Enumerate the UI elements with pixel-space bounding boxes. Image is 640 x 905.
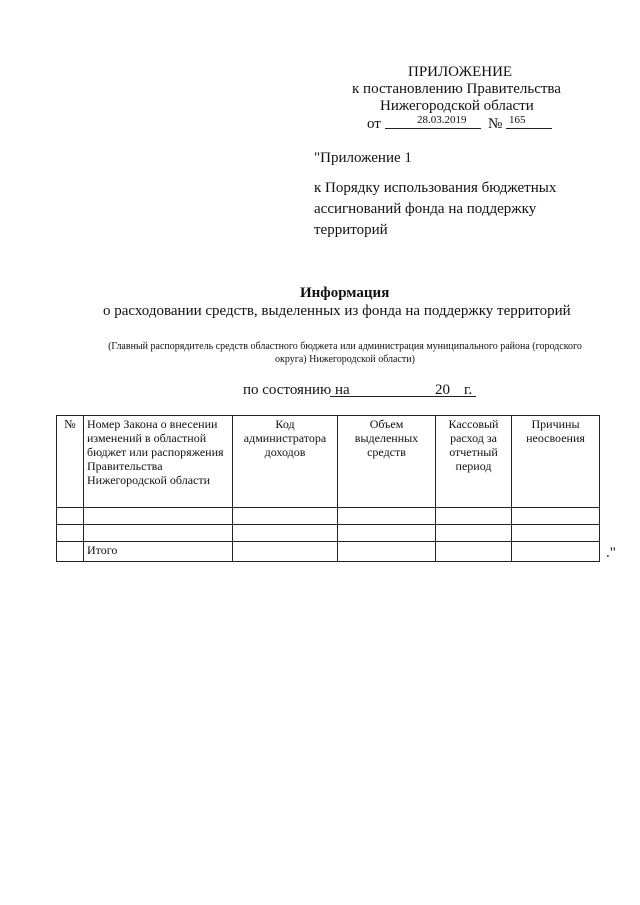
expenditure-table bbox=[56, 415, 600, 562]
recipient-note-line-2: округа) Нижегородской области) bbox=[275, 354, 415, 365]
date-prefix: от bbox=[367, 116, 381, 132]
total-label: Итого bbox=[84, 542, 233, 562]
status-date-blank bbox=[330, 396, 476, 397]
reference-appendix: "Приложение 1 bbox=[314, 150, 412, 166]
reference-line-2: ассигнований фонда на поддержку bbox=[314, 201, 537, 217]
column-header-law-number: Номер Закона о внесении изменений в областной бюджет или распоряжения Правительства Нижегородской области bbox=[84, 416, 233, 508]
recipient-note bbox=[60, 340, 630, 366]
document-title: Информация bbox=[300, 285, 390, 301]
status-year-suffix: г. bbox=[464, 382, 473, 398]
closing-quote: ." bbox=[606, 545, 616, 561]
table-row bbox=[57, 508, 600, 525]
status-year: 20 bbox=[435, 382, 450, 398]
recipient-note-line-1: (Главный распорядитель средств областного бюджета или администрация муниципального района (городского bbox=[108, 341, 582, 352]
appendix-title: ПРИЛОЖЕНИЕ bbox=[408, 64, 513, 80]
reference-line-3: территорий bbox=[314, 222, 388, 238]
column-header-number: № bbox=[57, 416, 84, 508]
column-header-cash-expense: Кассовый расход за отчетный период bbox=[436, 416, 512, 508]
column-header-allocated-amount: Объем выделенных средств bbox=[338, 416, 436, 508]
table-row bbox=[57, 525, 600, 542]
date-blank bbox=[385, 128, 481, 129]
appendix-line-resolution: к постановлению Правительства bbox=[352, 81, 561, 97]
number-prefix: № bbox=[488, 116, 503, 132]
column-header-admin-code: Код администратора доходов bbox=[233, 416, 338, 508]
table-total-row bbox=[57, 542, 600, 562]
reference-line-1: к Порядку использования бюджетных bbox=[314, 180, 557, 196]
table-header-row bbox=[57, 416, 600, 508]
number-value: 165 bbox=[509, 114, 526, 126]
document-subtitle: о расходовании средств, выделенных из фонда на поддержку территорий bbox=[103, 303, 571, 319]
number-blank bbox=[506, 128, 552, 129]
column-header-reasons: Причины неосвоения bbox=[512, 416, 600, 508]
appendix-line-region: Нижегородской области bbox=[380, 98, 534, 114]
date-value: 28.03.2019 bbox=[417, 114, 467, 126]
status-prefix: по состоянию на bbox=[243, 382, 350, 398]
